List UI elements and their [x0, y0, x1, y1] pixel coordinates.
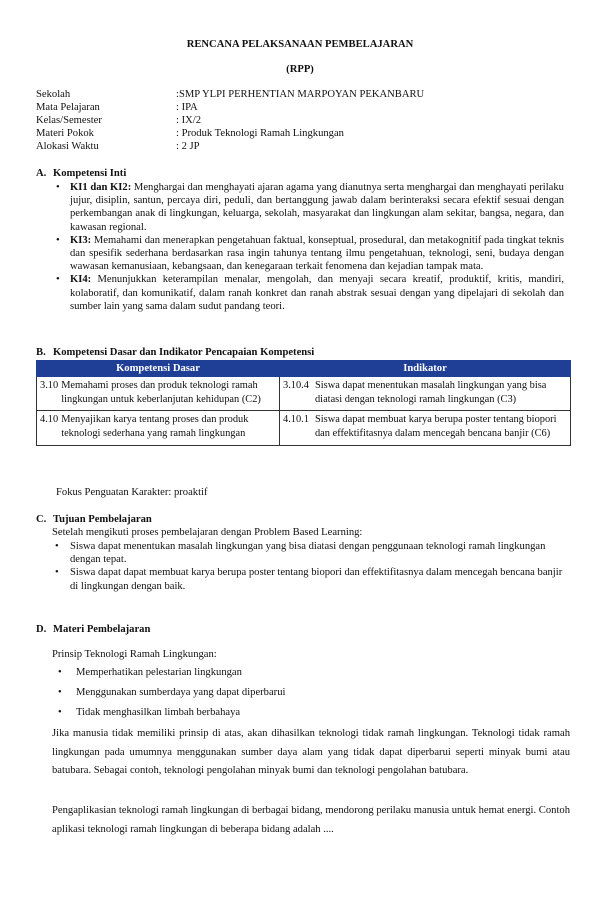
indikator-number: 3.10.4: [283, 380, 309, 392]
character-focus: Fokus Penguatan Karakter: proaktif: [56, 487, 208, 498]
section-title: Tujuan Pembelajaran: [53, 514, 152, 525]
section-a-heading: [36, 167, 126, 180]
identity-label: Kelas/Semester: [36, 115, 102, 126]
identity-label: Sekolah: [36, 89, 71, 100]
identity-label: Mata Pelajaran: [36, 102, 100, 113]
document-title: RENCANA PELAKSANAAN PEMBELAJARAN: [186, 39, 414, 50]
identity-value: : 2 JP: [176, 141, 200, 152]
section-letter: C.: [36, 514, 47, 525]
list-item: • Tidak menghasilkan limbah berbahaya: [58, 706, 558, 726]
materials-intro: Prinsip Teknologi Ramah Lingkungan:: [52, 649, 217, 660]
table-header-kd: Kompetensi Dasar: [37, 361, 280, 377]
identity-value: : IX/2: [176, 115, 202, 126]
kd-number: 4.10: [40, 414, 59, 426]
kd-number: 3.10: [40, 380, 59, 392]
table-row: [37, 411, 571, 445]
list-item: • Menggunakan sumberdaya yang dapat diperbarui: [58, 686, 558, 706]
ki-key: KI3:: [70, 234, 92, 246]
objectives-intro: Setelah mengikuti proses pembelajaran dengan Problem Based Learning:: [52, 527, 363, 538]
kd-text: Memahami proses dan produk teknologi ramah lingkungan untuk keberlanjutan kehidupan (C2): [61, 380, 261, 405]
identity-row: [36, 140, 576, 153]
identity-row: [36, 127, 576, 140]
document-subtitle: (RPP): [286, 64, 314, 75]
indikator-cell: [280, 377, 571, 411]
section-letter: B.: [36, 347, 46, 358]
ki-text: Menghargai dan menghayati ajaran agama yang dianutnya serta menghargai dan menghayati perilaku jujur, disiplin, santun, percaya diri, peduli, dan bertanggung jawab dalam berinteraksi secara efektif sesuai dengan perkembangan anak di lingkungan, keluarga, sekolah, masyarakat dan lingkungan alam sekitar, bangsa, negara, dan kawasan regional.: [70, 182, 564, 233]
list-item: [56, 234, 564, 274]
identity-row: [36, 114, 576, 127]
indikator-text: Siswa dapat membuat karya berupa poster tentang biopori dan effektifitasnya dalam mencegah bencana banjir (C6): [314, 414, 557, 439]
materials-paragraph-2: Pengaplikasian teknologi ramah lingkungan di berbagai bidang, mendorong perilaku manusia untuk hemat energi. Contoh aplikasi teknologi ramah lingkungan di beberapa bidang adalah ....: [52, 805, 570, 835]
section-letter: D.: [36, 624, 47, 635]
identity-value: : IPA: [176, 102, 198, 113]
ki-text: Menunjukkan keterampilan menalar, mengolah, dan menyaji secara kreatif, produktif, kritis, mandiri, kolaboratif, dan komunikatif, dalam ranah konkret dan ranah abstrak sesuai dengan yang dipelajari di sekolah dan sumber lain yang sama dalam sudut pandang teori.: [70, 274, 564, 312]
identity-row: [36, 88, 576, 101]
list-item: [56, 273, 564, 313]
objectives-list: [55, 540, 570, 593]
list-item: • Siswa dapat menentukan masalah lingkungan yang bisa diatasi dengan penggunaan teknologi ramah lingkungan dengan tepat.: [55, 540, 570, 566]
list-item: [56, 181, 564, 234]
section-title: Materi Pembelajaran: [53, 624, 151, 635]
kompetensi-inti-list: [56, 181, 564, 313]
identity-row: [36, 101, 576, 114]
section-b-heading: [36, 346, 314, 359]
indikator-cell: [280, 411, 571, 445]
section-title: Kompetensi Dasar dan Indikator Pencapaian Kompetensi: [53, 347, 315, 358]
section-c-heading: [36, 513, 152, 526]
list-item: • Siswa dapat dapat membuat karya berupa poster tentang biopori dan effektifitasnya dalam mencegah bencana banjir di lingkungan dengan baik.: [55, 566, 570, 592]
table-header-indikator: Indikator: [280, 361, 571, 377]
section-title: Kompetensi Inti: [53, 168, 127, 179]
kd-cell: [37, 377, 280, 411]
principles-list: [58, 666, 558, 726]
identity-label: Alokasi Waktu: [36, 141, 99, 152]
identity-value: : Produk Teknologi Ramah Lingkungan: [176, 128, 344, 139]
section-letter: A.: [36, 168, 47, 179]
competency-table: [36, 360, 571, 446]
kd-cell: [37, 411, 280, 445]
ki-text: Memahami dan menerapkan pengetahuan faktual, konseptual, prosedural, dan metakognitif pada tingkat teknis dan spesifik sederhana berdasarkan rasa ingin tahunya tentang ilmu pengetahuan, teknologi, seni, budaya dengan wawasan kemanusiaan, kebangsaan, dan kenegaraan terkait fenomena dan kejadian tampak mata.: [70, 234, 564, 273]
table-header-row: [37, 361, 571, 377]
ki-key: KI1 dan KI2:: [70, 182, 132, 193]
ki-key: KI4:: [70, 274, 92, 286]
indikator-number: 4.10.1: [283, 414, 309, 426]
table-row: [37, 377, 571, 411]
kd-text: Menyajikan karya tentang proses dan produk teknologi sederhana yang ramah lingkungan: [61, 414, 249, 439]
indikator-text: Siswa dapat menentukan masalah lingkungan yang bisa diatasi dengan teknologi ramah lingkungan (C3): [314, 380, 547, 405]
identity-label: Materi Pokok: [36, 128, 94, 139]
identity-value: :SMP YLPI PERHENTIAN MARPOYAN PEKANBARU: [176, 89, 425, 100]
materials-paragraph-1: Jika manusia tidak memiliki prinsip di atas, akan dihasilkan teknologi tidak ramah lingkungan. Teknologi tidak ramah lingkungan pada umumnya menggunakan sumber daya alam yang tidak dapat diperbarui seperti minyak bumi atau batubara. Sebagai contoh, teknologi pengolahan minyak bumi dan teknologi pengolahan batubara.: [52, 728, 570, 777]
list-item: • Memperhatikan pelestarian lingkungan: [58, 666, 558, 686]
section-d-heading: [36, 623, 150, 636]
